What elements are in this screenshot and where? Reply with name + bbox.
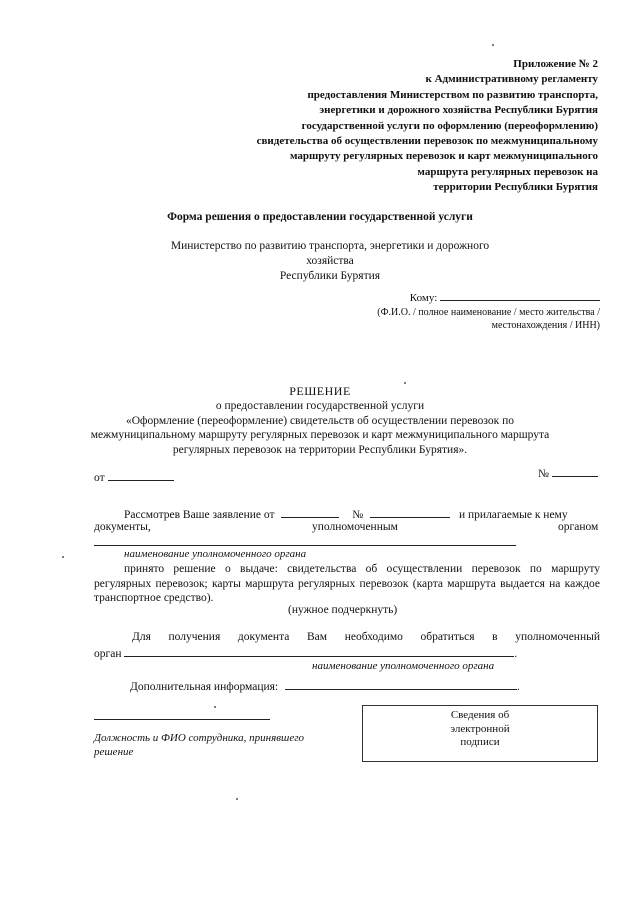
recipient-block	[330, 290, 600, 333]
number-label: №	[538, 468, 549, 480]
signature-box-line: электронной	[450, 722, 510, 735]
signer-caption: Должность и ФИО сотрудника, принявшего решение	[94, 732, 304, 758]
review-suffix: и прилагаемые к нему	[458, 509, 568, 521]
organ-name-field[interactable]	[94, 545, 516, 546]
authorized-label: уполномоченным	[312, 521, 398, 533]
signature-box-line: подписи	[460, 736, 500, 748]
appendix-line: предоставления Министерством по развитию транспорта,	[307, 88, 598, 101]
scan-speck	[214, 706, 216, 708]
documents-label: документы,	[94, 521, 151, 533]
appendix-line: к Административному регламенту	[425, 73, 598, 86]
review-line	[124, 507, 568, 521]
scan-speck	[404, 382, 406, 384]
review-number-label: №	[352, 509, 364, 521]
appendix-header	[178, 57, 598, 196]
appendix-line: государственной услуги по оформлению (переоформлению)	[301, 119, 598, 132]
decision-sub-line: о предоставлении государственной услуги	[215, 400, 425, 412]
decision-title: РЕШЕНИЕ	[289, 384, 351, 398]
date-field[interactable]	[108, 470, 174, 481]
number-field[interactable]	[552, 466, 598, 477]
appendix-line: энергетики и дорожного хозяйства Республики Бурятия	[319, 104, 598, 117]
appendix-line: маршруту регулярных перевозок и карт межмуниципального	[289, 150, 598, 163]
application-date-field[interactable]	[281, 507, 339, 518]
number-row	[538, 466, 598, 480]
organ-row: орган .	[94, 648, 518, 660]
extra-info-field[interactable]	[285, 679, 517, 690]
organ-name-note-2: наименование уполномоченного органа	[312, 660, 495, 672]
ministry-line: Республики Бурятия	[279, 270, 381, 282]
electronic-signature-box	[362, 705, 598, 762]
appendix-line: свидетельства об осуществлении перевозок по межмуниципальному	[256, 135, 598, 148]
decision-subtitle	[75, 399, 565, 457]
signer-line[interactable]	[94, 719, 270, 720]
recipient-note: местонахождения / ИНН)	[491, 320, 600, 331]
organ-label: органом	[558, 521, 599, 533]
scan-speck	[492, 44, 494, 46]
scan-speck	[62, 556, 64, 558]
extra-info-label: Дополнительная информация:	[130, 681, 279, 693]
recipient-note: (Ф.И.О. / полное наименование / место жительства /	[377, 306, 600, 318]
ministry-name	[150, 239, 510, 284]
appendix-line: маршрута регулярных перевозок на	[417, 165, 598, 178]
application-number-field[interactable]	[370, 507, 450, 518]
ministry-line: Министерство по развитию транспорта, энергетики и дорожного хозяйства	[170, 240, 490, 267]
signature-box-line: Сведения об	[450, 709, 510, 721]
form-title: Форма решения о предоставлении государственной услуги	[167, 211, 473, 223]
appendix-line: территории Республики Бурятия	[433, 181, 598, 194]
organ-field[interactable]	[124, 646, 514, 657]
recipient-field[interactable]	[440, 290, 600, 301]
appendix-line: Приложение № 2	[513, 58, 598, 70]
contact-line: Для получения документа Вам необходимо обратиться в уполномоченный	[132, 631, 600, 643]
decision-sub-line: межмуниципальному маршруту регулярных перевозок и карт межмуниципального маршрута	[90, 429, 550, 441]
underline-note: (нужное подчеркнуть)	[288, 604, 398, 616]
review-prefix: Рассмотрев Ваше заявление от	[124, 509, 275, 521]
date-row	[94, 470, 174, 484]
organ-word: орган	[94, 648, 122, 660]
decision-text: принято решение о выдаче: свидетельства об осуществлении перевозок по маршруту регулярных перевозок; карты маршрута регулярных перевозок (карта маршрута выдается на каждое транспортное средство).	[94, 563, 600, 604]
decision-sub-line: регулярных перевозок на территории Республики Бурятия».	[172, 443, 468, 456]
date-label: от	[94, 472, 105, 484]
decision-sub-line: «Оформление (переоформление) свидетельств об осуществлении перевозок по	[126, 414, 514, 427]
recipient-label: Кому:	[409, 292, 438, 304]
scan-speck	[236, 798, 238, 800]
organ-name-note: наименование уполномоченного органа	[124, 548, 307, 560]
extra-info-row: Дополнительная информация: .	[130, 681, 520, 693]
